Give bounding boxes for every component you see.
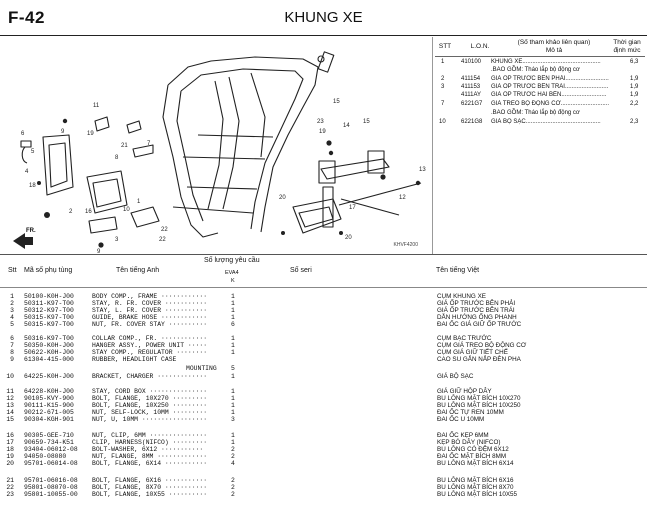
row-part-number: 50312-K97-T00 [24, 307, 74, 314]
front-direction-arrow-icon [13, 233, 33, 249]
ref-row [433, 75, 646, 83]
row-english-name: NUT, SELF-LOCK, 10MM ········· [92, 409, 208, 416]
table-row-continuation [0, 365, 647, 373]
col-header-model: EVA4 [225, 270, 239, 276]
row-quantity: 1 [231, 307, 235, 314]
callout-23: 23 [317, 119, 324, 125]
table-row [0, 356, 647, 364]
row-part-number: 95801-10055-00 [24, 491, 78, 498]
row-quantity: 1 [231, 388, 235, 395]
ref-header-desc-line1: (Số tham khảo liên quan) [517, 39, 591, 46]
ref-desc: GIÁ ỐP TRƯỚC HAI BÊN........................... [491, 92, 607, 98]
page-code: F-42 [8, 8, 45, 27]
row-english-name: RUBBER, HEADLIGHT CASE [92, 356, 177, 363]
row-stt: 16 [6, 432, 14, 439]
ref-row [433, 100, 646, 108]
row-vietnamese-name: CỤM KHUNG XE [437, 293, 486, 300]
row-quantity: 1 [231, 432, 235, 439]
row-quantity: 5 [231, 365, 235, 372]
col-header-english: Tên tiếng Anh [116, 267, 160, 274]
callout-9-b: 9 [97, 249, 101, 255]
callout-15-b: 15 [363, 119, 370, 125]
callout-4: 4 [25, 169, 29, 175]
row-vietnamese-name: ĐAI ỐC U 10MM [437, 416, 485, 423]
row-part-number: 90304-KGH-901 [24, 416, 74, 423]
row-stt: 17 [6, 439, 14, 446]
row-part-number: 50315-K97-T00 [24, 314, 74, 321]
ref-header-time-line1: Thời gian [613, 39, 641, 46]
row-english-name: STAY, R. FR. COVER ··········· [92, 300, 208, 307]
row-english-name: STAY COMP., REGULATOR ········ [92, 349, 208, 356]
row-part-number: 50311-K97-T00 [24, 300, 74, 307]
row-part-number: 93404-06012-08 [24, 446, 78, 453]
row-part-number: 95701-06016-08 [24, 477, 78, 484]
callout-1: 1 [137, 199, 141, 205]
row-vietnamese-name: BU LÔNG MẶT BÍCH 10X250 [437, 402, 521, 409]
row-part-number: 50100-K0H-J00 [24, 293, 74, 300]
row-english-name: BOLT, FLANGE, 6X16 ··········· [92, 477, 208, 484]
row-quantity: 1 [231, 293, 235, 300]
ref-header-rule [435, 56, 645, 57]
callout-20-a: 20 [279, 195, 286, 201]
row-english-name: STAY, CORD BOX ··············· [92, 388, 208, 395]
row-english-name: BRACKET, CHARGER ············· [92, 373, 208, 380]
row-part-number: 50315-K97-T00 [24, 321, 74, 328]
callout-2: 2 [69, 209, 73, 215]
row-part-number: 61304-415-000 [24, 356, 74, 363]
callout-19-b: 19 [319, 129, 326, 135]
row-english-name: BOLT, FLANGE, 6X14 ··········· [92, 460, 208, 467]
callout-16: 16 [85, 209, 92, 215]
row-stt: 21 [6, 477, 14, 484]
ref-desc: .BAO GỒM: Tháo lắp bộ động cơ [491, 67, 580, 73]
row-vietnamese-name: ĐAI ỐC MẶT BÍCH 8MM [437, 453, 507, 460]
row-stt: 11 [6, 388, 14, 395]
row-quantity: 2 [231, 477, 235, 484]
row-english-name: BOLT, FLANGE, 10X270 ········· [92, 395, 208, 402]
col-header-model-sub: K [231, 278, 235, 284]
row-quantity: 1 [231, 349, 235, 356]
col-header-stt: Stt [8, 267, 17, 274]
row-vietnamese-name: GIÁ BỘ SẠC [437, 373, 474, 380]
row-part-number: 90305-GEE-710 [24, 432, 74, 439]
qty-header-title: Số lượng yêu cầu [204, 257, 260, 264]
row-stt: 10 [6, 373, 14, 380]
row-stt: 15 [6, 416, 14, 423]
callout-8: 8 [115, 155, 119, 161]
row-english-name: NUT, CLIP, 6MM ··············· [92, 432, 208, 439]
row-english-name: NUT, FR. COVER STAY ·········· [92, 321, 208, 328]
callout-15-a: 15 [333, 99, 340, 105]
row-quantity: 1 [231, 373, 235, 380]
row-stt: 13 [6, 402, 14, 409]
row-stt: 18 [6, 446, 14, 453]
col-header-serial: Số seri [290, 267, 312, 274]
row-vietnamese-name: BU LÔNG CÓ ĐỆM 6X12 [437, 446, 509, 453]
row-vietnamese-name: ĐAI ỐC TỰ REN 10MM [437, 409, 504, 416]
ref-row [433, 66, 646, 74]
table-row [0, 491, 647, 499]
callout-3: 3 [115, 237, 119, 243]
ref-lon: 4111AY [461, 92, 482, 98]
row-part-number: 90111-K15-900 [24, 402, 74, 409]
row-vietnamese-name: GIÁ ỐP TRƯỚC BÊN TRÁI [437, 307, 515, 314]
row-vietnamese-name: KẸP BÓ DÂY (NIFCO) [437, 439, 501, 446]
ref-desc: KHUNG XE............................................... [491, 59, 601, 65]
row-vietnamese-name: GIÁ ỐP TRƯỚC BÊN PHẢI [437, 300, 516, 307]
row-stt: 20 [6, 460, 14, 467]
callout-5: 5 [31, 149, 35, 155]
row-quantity: 1 [231, 402, 235, 409]
callout-21: 21 [121, 143, 128, 149]
row-vietnamese-name: BU LÔNG MẶT BÍCH 10X270 [437, 395, 521, 402]
table-row [0, 460, 647, 468]
ref-row [433, 58, 646, 66]
row-english-name: GUIDE, BRAKE HOSE ············ [92, 314, 208, 321]
row-quantity: 1 [231, 395, 235, 402]
row-vietnamese-name: CỤM GIÁ TREO BỘ ĐỘNG CƠ [437, 342, 527, 349]
row-stt: 3 [10, 307, 14, 314]
ref-lon: 6221G7 [461, 101, 483, 107]
row-stt: 7 [10, 342, 14, 349]
row-english-name: CLIP, HARNESS(NIFCO) ········· [92, 439, 208, 446]
ref-time: 1,9 [630, 84, 639, 90]
ref-lon: 411153 [461, 84, 481, 90]
table-row [0, 373, 647, 381]
ref-stt: 3 [441, 84, 445, 90]
row-quantity: 6 [231, 321, 235, 328]
row-quantity: 2 [231, 453, 235, 460]
row-quantity: 1 [231, 300, 235, 307]
row-english-name: STAY, L. FR. COVER ··········· [92, 307, 208, 314]
row-vietnamese-name: DẪN HƯỚNG ỐNG PHANH [437, 314, 517, 321]
callout-10: 10 [123, 207, 130, 213]
ref-lon: 411154 [461, 76, 481, 82]
row-vietnamese-name: CỤM BẠC TRƯỚC [437, 335, 492, 342]
row-quantity: 1 [231, 439, 235, 446]
row-quantity: 4 [231, 460, 235, 467]
ref-header-stt: STT [438, 43, 452, 50]
callout-20-b: 20 [345, 235, 352, 241]
row-part-number: 95701-06014-08 [24, 460, 78, 467]
table-header-rule [0, 287, 647, 288]
row-stt: 8 [10, 349, 14, 356]
callout-11: 11 [93, 103, 100, 109]
row-part-number: 50622-K0H-J00 [24, 349, 74, 356]
table-row [0, 321, 647, 329]
row-part-number: 90212-671-005 [24, 409, 74, 416]
row-quantity: 1 [231, 342, 235, 349]
row-stt: 5 [10, 321, 14, 328]
page-title: KHUNG XE [284, 9, 363, 26]
callout-22-b: 22 [159, 237, 166, 243]
row-quantity: 2 [231, 446, 235, 453]
frame-drawing [3, 37, 430, 254]
ref-stt: 1 [441, 59, 445, 65]
ref-desc: GIÁ ỐP TRƯỚC BÊN PHẢI.......................... [491, 76, 609, 82]
ref-stt: 2 [441, 76, 445, 82]
ref-lon: 410100 [461, 59, 482, 65]
row-quantity: 1 [231, 314, 235, 321]
row-english-name: MOUNTING [186, 365, 217, 372]
row-quantity: 3 [231, 416, 235, 423]
ref-time: 1,9 [630, 92, 639, 98]
row-vietnamese-name: BU LÔNG MẶT BÍCH 6X14 [437, 460, 514, 467]
row-part-number: 90105-KVY-900 [24, 395, 74, 402]
row-english-name: BOLT, FLANGE, 10X250 ········· [92, 402, 208, 409]
row-part-number: 50350-K0H-J00 [24, 342, 74, 349]
table-top-rule [0, 254, 647, 255]
row-english-name: COLLAR COMP., FR. ············ [92, 335, 208, 342]
table-row [0, 416, 647, 424]
ref-header-desc-line2: Mô tả [545, 47, 563, 54]
ref-header-time-line2: định mức [613, 47, 641, 54]
row-vietnamese-name: ĐAI ỐC GIÁ GIỮ ỐP TRƯỚC [437, 321, 522, 328]
row-part-number: 90659-734-K51 [24, 439, 74, 446]
exploded-diagram [3, 37, 430, 254]
row-part-number: 64225-K0H-J00 [24, 373, 74, 380]
ref-desc: GIÁ ỐP TRƯỚC BÊN TRÁI.......................... [491, 84, 609, 90]
callout-22-a: 22 [161, 227, 168, 233]
row-quantity: 2 [231, 484, 235, 491]
ref-time: 2,3 [630, 119, 639, 125]
col-header-vietnamese: Tên tiếng Việt [436, 267, 480, 274]
row-quantity: 1 [231, 335, 235, 342]
row-part-number: 94050-08080 [24, 453, 67, 460]
ref-desc: GIÁ TREO BỘ ĐỘNG CƠ............................. [491, 101, 610, 107]
row-english-name: BOLT-WASHER, 6X12 ··········· [92, 446, 204, 453]
ref-desc: .BAO GỒM: Tháo lắp bộ động cơ [491, 110, 580, 116]
row-vietnamese-name: CAO SU GẮN NẮP ĐÈN PHA [437, 356, 521, 363]
callout-13: 13 [419, 167, 426, 173]
row-vietnamese-name: CỤM GIÁ GIỮ TIẾT CHẾ [437, 349, 508, 356]
callout-19: 19 [87, 131, 94, 137]
row-english-name: HANGER ASSY., POWER UNIT ····· [92, 342, 208, 349]
row-stt: 9 [10, 356, 14, 363]
row-stt: 6 [10, 335, 14, 342]
row-english-name: BODY COMP., FRAME ············ [92, 293, 208, 300]
row-english-name: BOLT, FLANGE, 8X70 ··········· [92, 484, 208, 491]
row-english-name: BOLT, FLANGE, 10X55 ·········· [92, 491, 208, 498]
callout-12: 12 [399, 195, 406, 201]
ref-time: 2,2 [630, 101, 639, 107]
ref-header-lon: L.O.N. [470, 43, 490, 50]
callout-14: 14 [343, 123, 350, 129]
title-bar [0, 0, 647, 36]
row-stt: 12 [6, 395, 14, 402]
row-quantity: 2 [231, 491, 235, 498]
row-english-name: NUT, FLANGE, 8MM ············· [92, 453, 208, 460]
ref-row [433, 109, 646, 117]
ref-stt: 10 [439, 119, 446, 125]
row-vietnamese-name: ĐAI ỐC KẸP 6MM [437, 432, 489, 439]
row-part-number: 50316-K97-T00 [24, 335, 74, 342]
ref-time: 1,9 [630, 76, 639, 82]
row-stt: 23 [6, 491, 14, 498]
diagram-code: KHVF4200 [393, 242, 418, 248]
row-part-number: 95801-08070-08 [24, 484, 78, 491]
row-stt: 4 [10, 314, 14, 321]
ref-row [433, 83, 646, 91]
row-stt: 19 [6, 453, 14, 460]
callout-18: 18 [29, 183, 36, 189]
row-stt: 2 [10, 300, 14, 307]
ref-lon: 6221G8 [461, 119, 483, 125]
ref-stt: 7 [441, 101, 445, 107]
labor-reference-panel [432, 37, 645, 254]
row-vietnamese-name: BU LÔNG MẶT BÍCH 8X70 [437, 484, 514, 491]
ref-row [433, 118, 646, 126]
front-direction-label: FR. [26, 228, 36, 234]
row-vietnamese-name: BU LÔNG MẶT BÍCH 10X55 [437, 491, 518, 498]
row-english-name: NUT, U, 10MM ················· [92, 416, 208, 423]
row-vietnamese-name: BU LÔNG MẶT BÍCH 6X16 [437, 477, 514, 484]
col-header-part-no: Mã số phụ tùng [24, 267, 73, 274]
row-vietnamese-name: GIÁ GIỮ HỘP DÂY [437, 388, 492, 395]
row-part-number: 64228-K0H-J00 [24, 388, 74, 395]
row-stt: 1 [10, 293, 14, 300]
row-stt: 22 [6, 484, 14, 491]
callout-17: 17 [349, 205, 356, 211]
ref-row [433, 91, 646, 99]
ref-desc: GIÁ BỘ SẠC............................................. [491, 119, 601, 125]
row-stt: 14 [6, 409, 14, 416]
ref-time: 6,3 [630, 59, 639, 65]
callout-7: 7 [147, 141, 151, 147]
callout-9: 9 [61, 129, 65, 135]
callout-6: 6 [21, 131, 25, 137]
row-quantity: 1 [231, 409, 235, 416]
